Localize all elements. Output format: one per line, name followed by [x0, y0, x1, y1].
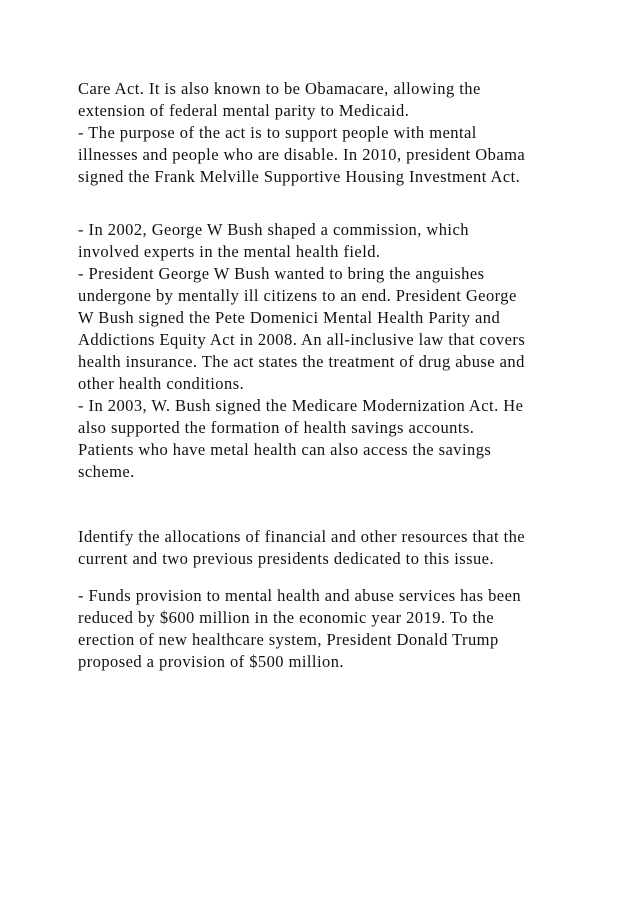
- text-line: scheme.: [78, 462, 135, 481]
- text-line: current and two previous presidents dedicated to this issue.: [78, 549, 495, 568]
- text-line: Identify the allocations of financial and other resources that the: [78, 527, 526, 546]
- text-line: Addictions Equity Act in 2008. An all-inclusive law that covers: [78, 330, 526, 349]
- text-line: - President George W Bush wanted to bring the anguishes: [78, 264, 485, 283]
- text-line: proposed a provision of $500 million.: [78, 652, 344, 671]
- text-line: illnesses and people who are disable. In 2010, president Obama: [78, 145, 526, 164]
- text-line: - In 2003, W. Bush signed the Medicare Modernization Act. He: [78, 396, 524, 415]
- paragraph-bush: [78, 219, 578, 483]
- paragraph-obamacare: [78, 78, 578, 188]
- paragraph-prompt-question: [78, 526, 578, 570]
- text-line: Patients who have metal health can also access the savings: [78, 440, 492, 459]
- text-line: health insurance. The act states the treatment of drug abuse and: [78, 352, 525, 371]
- text-line: involved experts in the mental health field.: [78, 242, 381, 261]
- text-line: signed the Frank Melville Supportive Housing Investment Act.: [78, 167, 521, 186]
- text-line: extension of federal mental parity to Medicaid.: [78, 101, 410, 120]
- paragraph-funding: [78, 585, 578, 673]
- text-line: other health conditions.: [78, 374, 245, 393]
- text-line: - Funds provision to mental health and abuse services has been: [78, 586, 522, 605]
- text-line: - In 2002, George W Bush shaped a commission, which: [78, 220, 469, 239]
- text-line: W Bush signed the Pete Domenici Mental Health Parity and: [78, 308, 501, 327]
- text-line: undergone by mentally ill citizens to an end. President George: [78, 286, 517, 305]
- text-line: Care Act. It is also known to be Obamacare, allowing the: [78, 79, 481, 98]
- text-line: - The purpose of the act is to support people with mental: [78, 123, 477, 142]
- text-line: erection of new healthcare system, President Donald Trump: [78, 630, 499, 649]
- text-line: also supported the formation of health savings accounts.: [78, 418, 475, 437]
- text-line: reduced by $600 million in the economic year 2019. To the: [78, 608, 494, 627]
